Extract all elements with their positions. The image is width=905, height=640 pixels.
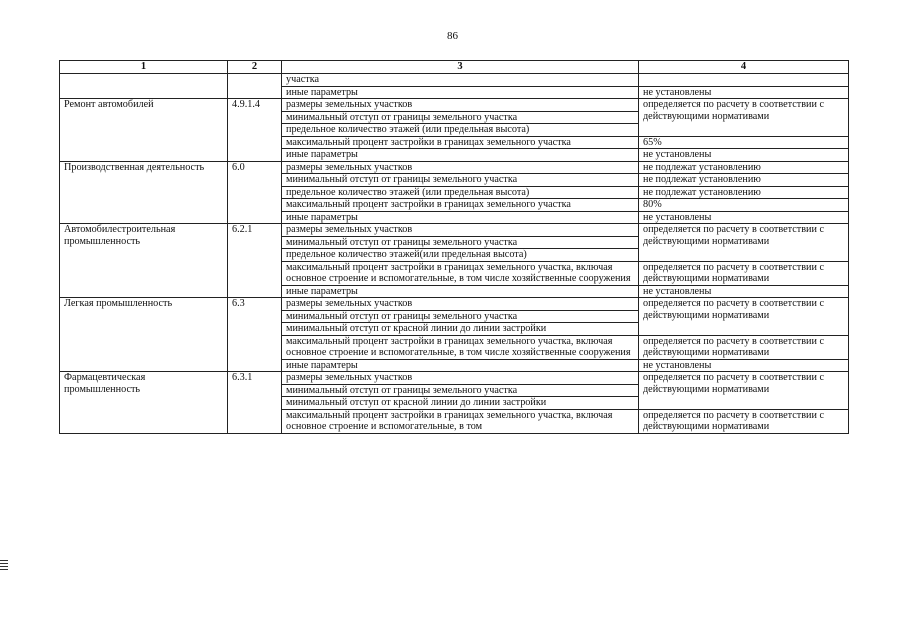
value-cell: не установлены (639, 149, 849, 162)
regulations-table (59, 60, 849, 434)
parameter-cell: размеры земельных участков (282, 224, 639, 237)
use-type-cell: Ремонт автомобилей (60, 99, 228, 162)
parameter-cell: предельное количество этажей(или предельная высота) (282, 249, 639, 262)
parameter-cell: иные параметры (282, 86, 639, 99)
value-cell: не установлены (639, 359, 849, 372)
value-cell: определяется по расчету в соответствии с действующими нормативами (639, 372, 849, 410)
header-row (60, 61, 849, 74)
table-row (60, 74, 849, 87)
use-type-cell: Фармацевтическая промышленность (60, 372, 228, 434)
value-cell: определяется по расчету в соответствии с действующими нормативами (639, 224, 849, 262)
parameter-cell: размеры земельных участков (282, 372, 639, 385)
value-cell: не подлежат установлению (639, 186, 849, 199)
value-cell: 80% (639, 199, 849, 212)
parameter-cell: максимальный процент застройки в границах земельного участка (282, 136, 639, 149)
table-row (60, 99, 849, 112)
value-cell: определяется по расчету в соответствии с действующими нормативами (639, 261, 849, 285)
code-cell: 6.0 (228, 161, 282, 224)
parameter-cell: иные параметры (282, 211, 639, 224)
parameter-cell: минимальный отступ от границы земельного участка (282, 236, 639, 249)
table-row (60, 372, 849, 385)
value-cell: определяется по расчету в соответствии с действующими нормативами (639, 99, 849, 137)
parameter-cell: иные парамтеры (282, 359, 639, 372)
value-cell: определяется по расчету в соответствии с действующими нормативами (639, 409, 849, 433)
use-type-cell: Производственная деятельность (60, 161, 228, 224)
parameter-cell: размеры земельных участков (282, 99, 639, 112)
parameter-cell: размеры земельных участков (282, 298, 639, 311)
parameter-cell: минимальный отступ от границы земельного участка (282, 111, 639, 124)
use-type-cell: Легкая промышленность (60, 298, 228, 372)
parameter-cell: максимальный процент застройки в границах земельного участка (282, 199, 639, 212)
header-col-2: 2 (228, 61, 282, 74)
code-cell (228, 74, 282, 99)
scan-edge-mark (0, 560, 8, 572)
use-type-cell (60, 74, 228, 99)
use-type-cell: Автомобилестроительная промышленность (60, 224, 228, 298)
parameter-cell: максимальный процент застройки в границах земельного участка, включая основное строение и вспомогательные, в том (282, 409, 639, 433)
parameter-cell: минимальный отступ от границы земельного участка (282, 384, 639, 397)
code-cell: 4.9.1.4 (228, 99, 282, 162)
parameter-cell: максимальный процент застройки в границах земельного участка, включая основное строение и вспомогательные, в том числе хозяйственные сооружения (282, 261, 639, 285)
parameter-cell: иные параметры (282, 149, 639, 162)
code-cell: 6.2.1 (228, 224, 282, 298)
table-row (60, 161, 849, 174)
value-cell: определяется по расчету в соответствии с действующими нормативами (639, 335, 849, 359)
value-cell: не установлены (639, 285, 849, 298)
table-row (60, 224, 849, 237)
parameter-cell: минимальный отступ от границы земельного участка (282, 174, 639, 187)
parameter-cell: предельное количество этажей (или предельная высота) (282, 186, 639, 199)
value-cell: не установлены (639, 86, 849, 99)
parameter-cell: минимальный отступ от границы земельного участка (282, 310, 639, 323)
parameter-cell: минимальный отступ от красной линии до линии застройки (282, 397, 639, 410)
header-col-3: 3 (282, 61, 639, 74)
value-cell: не подлежат установлению (639, 161, 849, 174)
parameter-cell: иные параметры (282, 285, 639, 298)
header-col-1: 1 (60, 61, 228, 74)
table-row (60, 298, 849, 311)
header-col-4: 4 (639, 61, 849, 74)
value-cell (639, 74, 849, 87)
parameter-cell: предельное количество этажей (или предельная высота) (282, 124, 639, 137)
parameter-cell: максимальный процент застройки в границах земельного участка, включая основное строение и вспомогательные, в том числе хозяйственные сооружения (282, 335, 639, 359)
value-cell: не установлены (639, 211, 849, 224)
value-cell: не подлежат установлению (639, 174, 849, 187)
parameter-cell: размеры земельных участков (282, 161, 639, 174)
page-number: 86 (447, 30, 458, 42)
parameter-cell: минимальный отступ от красной линии до линии застройки (282, 323, 639, 336)
value-cell: определяется по расчету в соответствии с действующими нормативами (639, 298, 849, 336)
code-cell: 6.3 (228, 298, 282, 372)
code-cell: 6.3.1 (228, 372, 282, 434)
parameter-cell: участка (282, 74, 639, 87)
value-cell: 65% (639, 136, 849, 149)
